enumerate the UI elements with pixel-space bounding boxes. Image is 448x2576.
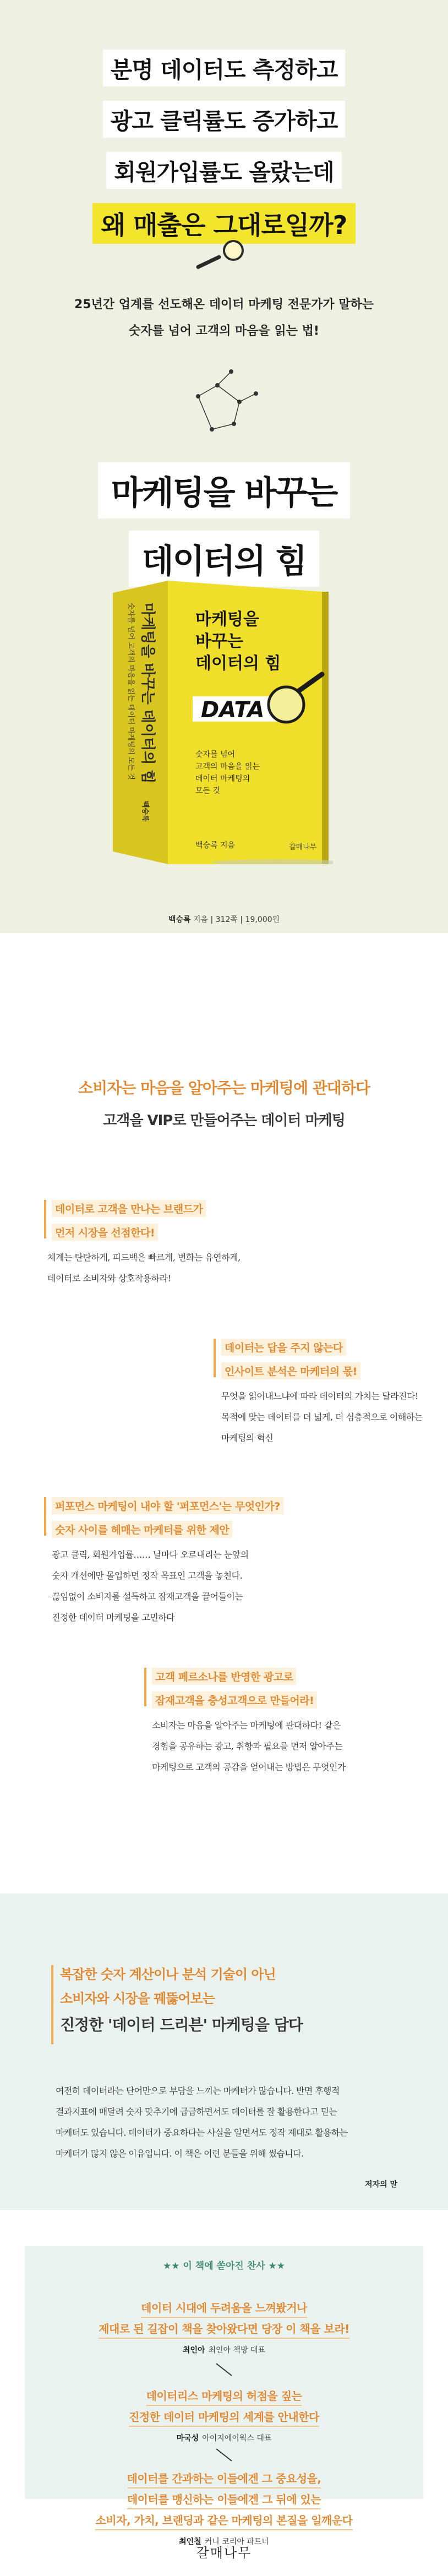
network-icon [187,363,264,440]
review-line: 데이터를 간과하는 이들에겐 그 중요성을, [127,2470,321,2488]
hero-subtitle-line: 25년간 업계를 선도해온 데이터 마케팅 전문가가 말하는 [74,298,374,312]
feature-block [44,1497,396,1628]
body-line: 목적에 맞는 데이터를 더 넓게, 더 심층적으로 이해하는 [221,1412,423,1422]
feature-highlight: 먼저 시장을 선점한다! [52,1224,158,1241]
review-line: 데이터 시대에 두려움을 느껴봤거나 [141,2299,307,2318]
reviewer-role: 아이지에이웍스 대표 [202,2434,272,2443]
body-line: 데이터로 소비자와 상호작용하라! [47,1273,171,1284]
hero-question: 왜 매출은 그대로일까? [92,203,356,244]
body-line: 끊임없이 소비자를 설득하고 잠재고객을 끌어들이는 [52,1591,243,1602]
hero-subtitle-line: 숫자를 넘어 고객의 마음을 읽는 법! [129,324,319,338]
hero-subtitle [0,292,448,345]
body-line: 진정한 데이터 마케팅을 고민하다 [52,1612,175,1623]
cover-author: 백승록 지음 [195,841,236,850]
reviewer-name: 최인아 [182,2346,205,2355]
reviewer [25,2344,423,2355]
cover-sub-line: 모든 것 [195,787,221,795]
feature-highlight: 퍼포먼스 마케팅이 내야 할 '퍼포먼스'는 무엇인가? [52,1497,283,1514]
section2-title: 소비자는 마음을 알아주는 마케팅에 관대하다 [78,1079,370,1097]
body-line: 마케터가 많지 않은 이유입니다. 이 책은 이런 분들을 위해 썼습니다. [56,2148,304,2159]
author-note-title [60,1962,401,2039]
cover-sub-line: 숫자를 넘어 [195,750,236,759]
cover-data-word: DATA [201,697,265,723]
publisher-mark: 갈매나무 [289,843,317,852]
body-line: 무엇을 읽어내느냐에 따라 데이터의 가치는 달라진다! [221,1391,418,1401]
body-line: 마케터도 있습니다. 데이터가 중요하다는 사실을 알면서도 정작 제대로 활용하는 [56,2127,348,2138]
cover-sub-line: 데이터 마케팅의 [195,774,250,783]
hero-section [0,0,448,933]
title-line: 복잡한 숫자 계산이나 분석 기술이 아닌 [60,1967,276,1982]
book-info [0,914,448,925]
feature-highlight: 인사이트 분석은 마케터의 몫! [221,1362,360,1379]
publisher-logo: 갈매나무 [196,2545,252,2561]
review-item [25,2386,423,2443]
feature-body [144,1715,441,1778]
author-note-signature: 저자의 말 [365,2180,397,2189]
body-line: 광고 클릭, 회원가입률…… 날마다 오르내리는 눈앞의 [52,1549,249,1560]
reviewer-role: 커니 코리아 파트너 [204,2537,269,2546]
author-note-section [0,1893,448,2210]
feature-highlight: 데이터로 고객을 만나는 브랜드가 [52,1200,206,1217]
body-line: 소비자는 마음을 알아주는 마케팅에 관대하다! 같은 [152,1720,341,1731]
book-illustration [113,581,333,864]
reviewer-name: 마국성 [176,2434,199,2443]
section2-heading [0,1076,448,1129]
section2-subtitle: 고객을 VIP로 만들어주는 데이터 마케팅 [103,1112,345,1129]
hero-line: 분명 데이터도 측정하고 [103,50,346,86]
review-line: 데이터리스 마케팅의 허점을 짚는 [146,2387,302,2406]
feature-highlight: 데이터는 답을 주지 않는다 [221,1339,346,1356]
book-main-title [0,462,448,587]
review-item [25,2298,423,2355]
feature-block [44,1200,396,1289]
spine-subtitle: 숫자를 넘어 고객의 마음을 읽는 데이터 마케팅의 모든 것 [127,603,135,780]
body-line: 체계는 탄탄하게, 피드백은 빠르게, 변화는 유연하게, [47,1252,241,1263]
feature-highlight: 고객 페르소나를 반영한 광고로 [152,1668,296,1685]
feature-block [214,1339,445,1449]
title-line: 소비자와 시장을 꿰뚫어보는 [60,1991,215,2006]
feature-body [214,1386,445,1449]
author-suffix: 지음 [193,915,209,924]
feature-body [44,1544,396,1628]
body-line: 경험을 공유하는 광고, 취향과 필요를 먼저 알아주는 [152,1741,343,1751]
accent-bar [44,1200,46,1238]
hero-headline [64,50,384,244]
spine-title: 마케팅을 바꾸는 데이터의 힘 [139,603,156,784]
reviews-title: ★★ 이 책에 쏟아진 찬사 ★★ [163,2261,285,2272]
book-cover-image [113,581,333,864]
body-line: 마케팅으로 고객의 공감을 얻어내는 방법은 무엇인가 [152,1762,346,1772]
hero-line: 회원가입률도 올랐는데 [106,152,341,189]
divider-slash-icon [213,2361,235,2378]
feature-highlight: 잠재고객을 충성고객으로 만들어라! [152,1691,317,1709]
body-line: 숫자 개선에만 몰입하면 정작 목표인 고객을 놓친다. [52,1570,243,1581]
author-note-body [56,2081,397,2164]
review-line: 진정한 데이터 마케팅의 세계를 안내한다 [129,2408,319,2427]
reviewer [25,2432,423,2443]
title-line: 데이터의 힘 [129,531,320,587]
review-line: 소비자, 가치, 브랜딩과 같은 마케팅의 본질을 일깨운다 [95,2512,352,2530]
cover-sub-line: 고객의 마음을 읽는 [195,762,260,771]
review-line: 제대로 된 길잡이 책을 찾아왔다면 당장 이 책을 보라! [99,2320,349,2339]
spine-author: 백승록 [141,801,149,822]
review-item [25,2469,423,2547]
accent-bar [144,1668,146,1706]
accent-bar [51,1965,53,2044]
title-line: 마케팅을 바꾸는 [98,462,351,519]
price: 19,000원 [245,915,280,924]
feature-body [44,1247,396,1289]
accent-bar [214,1339,216,1377]
cover-title-line: 데이터의 힘 [195,654,281,673]
accent-bar [44,1497,46,1536]
cover-title-line: 바꾸는 [195,632,243,651]
cover-title-line: 마케팅을 [195,610,259,629]
hero-line: 광고 클릭률도 증가하고 [103,101,346,138]
review-line: 데이터를 맹신하는 이들에겐 그 뒤에 있는 [127,2491,321,2509]
divider-slash-icon [213,2447,235,2463]
body-line: 결과지표에 매달려 숫자 맞추기에 급급하면서도 데이터를 잘 활용한다고 믿는 [56,2106,337,2117]
reviewer-role: 최인아 책방 대표 [208,2346,266,2355]
author-name: 백승록 [168,915,191,924]
separator: | [240,915,243,924]
body-line: 여전히 데이터라는 단어만으로 부담을 느끼는 마케터가 많습니다. 반면 후행적 [56,2086,340,2096]
magnifier-icon [193,239,253,272]
separator: | [210,915,214,924]
feature-highlight: 숫자 사이를 헤매는 마케터를 위한 제안 [52,1521,232,1538]
feature-block [144,1668,441,1778]
title-line: 진정한 '데이터 드리븐' 마케팅을 담다 [60,2016,303,2034]
page-count: 312쪽 [215,915,238,924]
reviewer-name: 최인철 [179,2537,201,2546]
body-line: 마케팅의 혁신 [221,1433,274,1443]
reviews-section [25,2246,423,2546]
